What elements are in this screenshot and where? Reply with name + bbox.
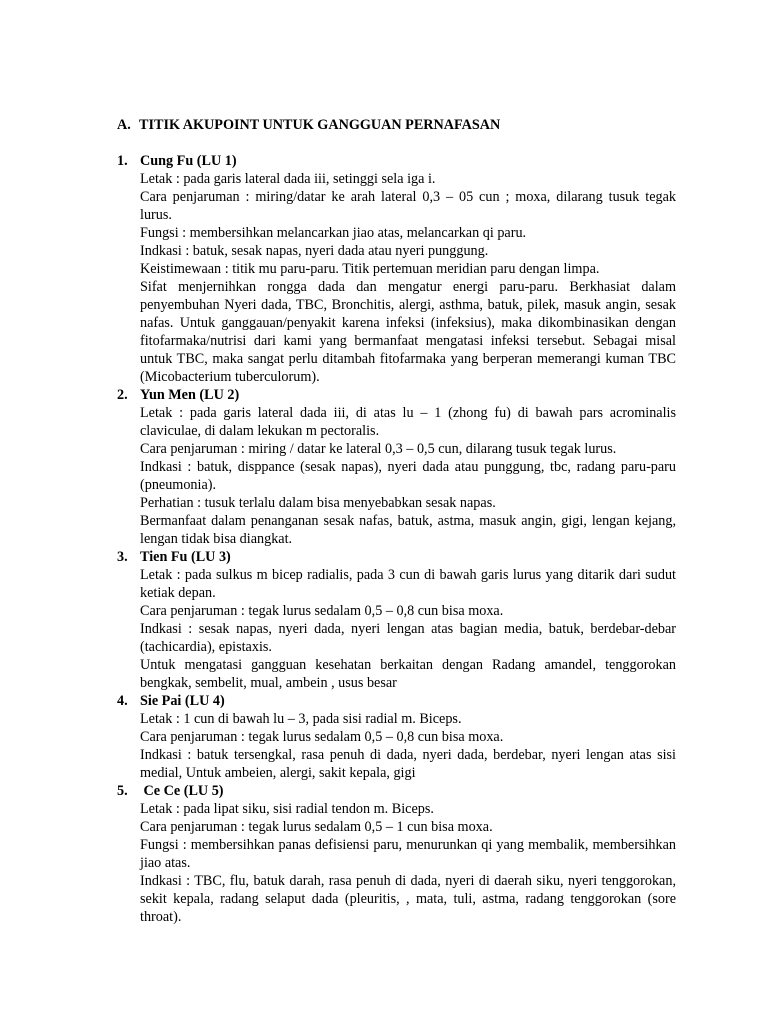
section-heading	[117, 116, 677, 134]
item-number: 2.	[117, 387, 128, 403]
item-line: Indkasi : batuk, disppance (sesak napas), nyeri dada atau punggung, tbc, radang paru-paru (pneumonia).	[140, 459, 676, 493]
item-body	[140, 170, 676, 386]
item-line: Indkasi : batuk tersengkal, rasa penuh di dada, nyeri dada, berdebar, nyeri lengan atas sisi medial, Untuk ambeien, alergi, sakit kepala, gigi	[140, 747, 676, 781]
item-number: 1.	[117, 153, 128, 169]
item-line: Cara penjaruman : tegak lurus sedalam 0,5 – 0,8 cun bisa moxa.	[140, 603, 504, 619]
item-line: Cara penjaruman : miring / datar ke lateral 0,3 – 0,5 cun, dilarang tusuk tegak lurus.	[140, 441, 617, 457]
item-line: Letak : pada garis lateral dada iii, setinggi sela iga i.	[140, 171, 436, 187]
item-body	[140, 800, 676, 926]
item-line: Cara penjaruman : tegak lurus sedalam 0,5 – 1 cun bisa moxa.	[140, 819, 493, 835]
item-body	[140, 566, 676, 692]
item-line: Sifat menjernihkan rongga dada dan mengatur energi paru-paru. Berkhasiat dalam penyembuhan Nyeri dada, TBC, Bronchitis, alergi, asthma, batuk, pilek, masuk angin, sesak nafas. Untuk ganggauan/penyakit karena infeksi (infeksius), maka dikombinasikan dengan fitofarmaka/nutrisi dari kami yang bermanfaat mengatasi infeksi tersebut. Sebagai misal untuk TBC, maka sangat perlu ditambah fitofarmaka yang berperan memerangi kuman TBC (Micobacterium tuberculorum).	[140, 279, 676, 385]
list-item	[117, 386, 677, 548]
section-letter: A.	[117, 117, 131, 133]
list-item	[117, 782, 677, 926]
item-title: Tien Fu (LU 3)	[140, 549, 231, 565]
item-title: Sie Pai (LU 4)	[140, 693, 225, 709]
item-line: Bermanfaat dalam penanganan sesak nafas, batuk, astma, masuk angin, gigi, lengan kejang, lengan tidak bisa diangkat.	[140, 513, 676, 547]
item-line: Fungsi : membersihkan panas defisiensi paru, menurunkan qi yang membalik, membersihkan jiao atas.	[140, 837, 676, 871]
item-number: 4.	[117, 693, 128, 709]
list-item	[117, 692, 677, 782]
item-line: Fungsi : membersihkan melancarkan jiao atas, melancarkan qi paru.	[140, 225, 527, 241]
item-number: 3.	[117, 549, 128, 565]
item-line: Perhatian : tusuk terlalu dalam bisa menyebabkan sesak napas.	[140, 495, 496, 511]
item-line: Letak : pada garis lateral dada iii, di atas lu – 1 (zhong fu) di bawah pars acrominalis claviculae, di dalam lekukan m pectoralis.	[140, 405, 676, 439]
list-item	[117, 152, 677, 386]
item-line: Indkasi : TBC, flu, batuk darah, rasa penuh di dada, nyeri di daerah siku, nyeri tenggorokan, sekit kepala, radang selaput dada (pleuritis, , mata, tuli, astma, radang tenggorokan (sore throat).	[140, 873, 676, 925]
item-line: Keistimewaan : titik mu paru-paru. Titik pertemuan meridian paru dengan limpa.	[140, 261, 600, 277]
item-body	[140, 710, 676, 782]
item-line: Cara penjaruman : miring/datar ke arah lateral 0,3 – 05 cun ; moxa, dilarang tusuk tegak lurus.	[140, 189, 676, 223]
item-line: Letak : 1 cun di bawah lu – 3, pada sisi radial m. Biceps.	[140, 711, 462, 727]
item-line: Letak : pada sulkus m bicep radialis, pada 3 cun di bawah garis lurus yang ditarik dari sudut ketiak depan.	[140, 567, 676, 601]
item-line: Indkasi : sesak napas, nyeri dada, nyeri lengan atas bagian media, batuk, berdebar-debar (tachicardia), epistaxis.	[140, 621, 676, 655]
section-title: TITIK AKUPOINT UNTUK GANGGUAN PERNAFASAN	[139, 117, 501, 133]
item-title: Ce Ce (LU 5)	[140, 783, 224, 799]
acupoint-list	[117, 152, 677, 926]
item-line: Indkasi : batuk, sesak napas, nyeri dada atau nyeri punggung.	[140, 243, 489, 259]
item-body	[140, 404, 676, 548]
item-title: Cung Fu (LU 1)	[140, 153, 237, 169]
item-number: 5.	[117, 783, 128, 799]
list-item	[117, 548, 677, 692]
item-line: Cara penjaruman : tegak lurus sedalam 0,5 – 0,8 cun bisa moxa.	[140, 729, 504, 745]
item-line: Untuk mengatasi gangguan kesehatan berkaitan dengan Radang amandel, tenggorokan bengkak, sembelit, mual, ambein , usus besar	[140, 657, 676, 691]
item-line: Letak : pada lipat siku, sisi radial tendon m. Biceps.	[140, 801, 434, 817]
item-title: Yun Men (LU 2)	[140, 387, 240, 403]
